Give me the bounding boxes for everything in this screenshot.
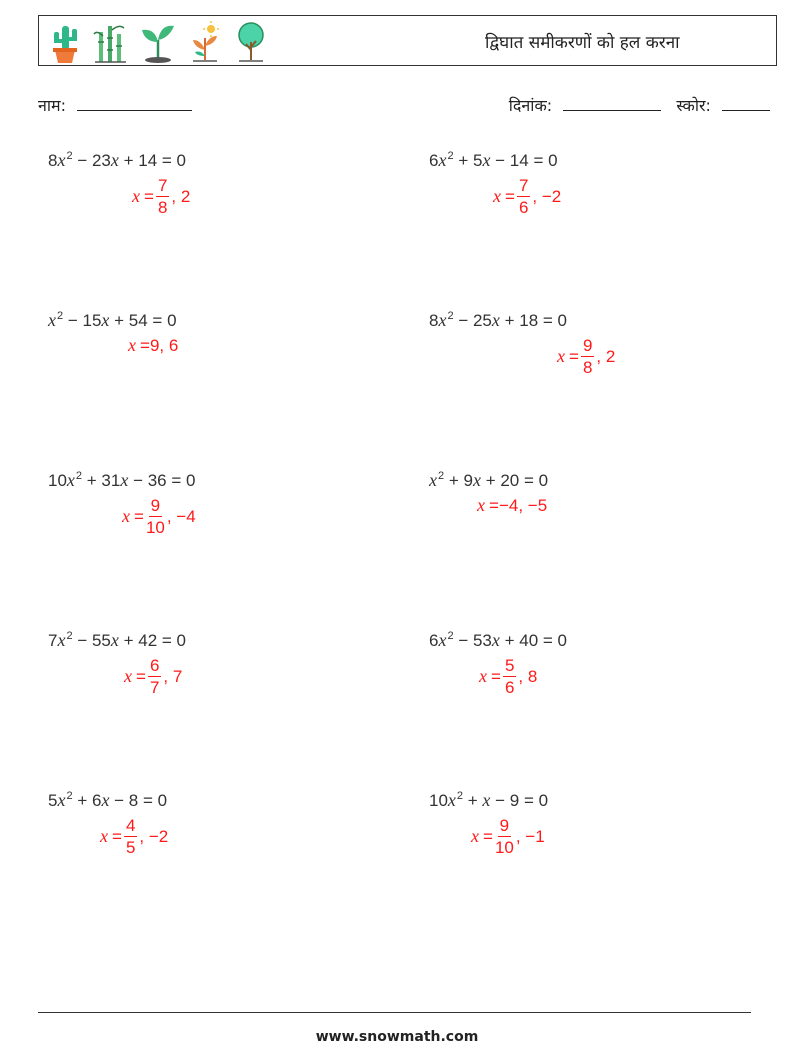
variable-x: x xyxy=(438,630,447,650)
variable-x: x xyxy=(472,470,481,490)
constant-term: + 42 = 0 xyxy=(118,631,187,650)
answer xyxy=(493,177,561,216)
equation xyxy=(429,630,769,651)
cactus-icon xyxy=(47,20,83,64)
variable-x: x xyxy=(491,630,500,650)
answer-variable: x xyxy=(128,335,136,355)
footer-divider xyxy=(38,1012,751,1013)
answer-fraction xyxy=(503,657,516,696)
variable-x: x xyxy=(482,150,491,170)
variable-x: x xyxy=(447,790,456,810)
constant-term: + 14 = 0 xyxy=(118,151,187,170)
fraction-denominator: 10 xyxy=(145,518,165,537)
date-label: दिनांक: xyxy=(508,96,553,115)
answer-values: 9, 6 xyxy=(149,335,179,355)
variable-x: x xyxy=(48,310,56,330)
variable-x: x xyxy=(482,790,491,810)
constant-term: − 36 = 0 xyxy=(128,471,196,490)
coefficient-b: + 9 xyxy=(444,471,473,490)
answer-second-root: , −2 xyxy=(139,826,169,846)
answer xyxy=(100,817,168,856)
score-label: स्कोर: xyxy=(676,96,711,115)
equation xyxy=(48,310,388,331)
name-blank[interactable] xyxy=(77,96,192,111)
answer-second-root: , 7 xyxy=(163,666,183,686)
fraction-denominator: 5 xyxy=(125,838,136,857)
score-blank[interactable] xyxy=(722,96,770,111)
fraction-numerator: 9 xyxy=(499,816,510,835)
variable-x: x xyxy=(57,790,66,810)
equation xyxy=(429,470,769,491)
coefficient-a: 10 xyxy=(429,791,448,810)
answer-second-root: , 8 xyxy=(518,666,538,686)
coefficient-b: + 5 xyxy=(453,151,483,170)
problem-item xyxy=(48,630,388,697)
answer xyxy=(557,337,615,376)
date-score-fields xyxy=(509,94,770,116)
answer-variable: x xyxy=(557,346,565,366)
coefficient-b: − 25 xyxy=(453,311,492,330)
coefficient-a: 8 xyxy=(48,151,58,170)
answer-equals: = xyxy=(489,495,499,515)
constant-term: + 40 = 0 xyxy=(499,631,568,650)
answer-equals: = xyxy=(569,346,579,366)
coefficient-a: 10 xyxy=(48,471,67,490)
fraction-numerator: 6 xyxy=(149,656,160,675)
answer-equals: = xyxy=(134,506,144,526)
constant-term: − 9 = 0 xyxy=(490,791,549,810)
variable-x: x xyxy=(110,630,119,650)
exponent: 2 xyxy=(438,470,445,482)
variable-x: x xyxy=(438,150,447,170)
constant-term: + 54 = 0 xyxy=(109,311,177,330)
answer-equals: = xyxy=(483,826,493,846)
bamboo-icon xyxy=(93,20,129,64)
fraction-denominator: 8 xyxy=(582,358,593,377)
answer-fraction xyxy=(495,817,514,856)
answer xyxy=(124,657,182,696)
problem-item xyxy=(429,790,769,857)
problem-item xyxy=(48,310,388,355)
answer-values: −4, −5 xyxy=(498,495,548,515)
answer xyxy=(471,817,545,856)
answer xyxy=(128,335,178,356)
name-label: नाम: xyxy=(38,96,66,115)
date-blank[interactable] xyxy=(563,96,661,111)
exponent: 2 xyxy=(57,310,64,322)
answer xyxy=(122,497,196,536)
exponent: 2 xyxy=(447,150,454,162)
sprout-icon xyxy=(139,20,177,64)
header-box xyxy=(38,15,777,66)
fraction-denominator: 6 xyxy=(518,198,529,217)
fraction-denominator: 6 xyxy=(504,678,515,697)
answer-variable: x xyxy=(100,826,108,846)
coefficient-a: 6 xyxy=(429,631,439,650)
equation xyxy=(429,310,769,331)
coefficient-a: 6 xyxy=(429,151,439,170)
fraction-numerator: 9 xyxy=(150,496,161,515)
equation xyxy=(48,470,388,491)
tree-icon xyxy=(233,20,269,64)
problem-item xyxy=(48,470,388,537)
answer-variable: x xyxy=(124,666,132,686)
problem-item xyxy=(429,150,769,217)
answer-fraction xyxy=(517,177,530,216)
answer-second-root: , −2 xyxy=(532,186,562,206)
fraction-numerator: 7 xyxy=(518,176,529,195)
exponent: 2 xyxy=(66,150,73,162)
constant-term: + 20 = 0 xyxy=(480,471,549,490)
variable-x: x xyxy=(101,310,110,330)
answer-second-root: , 2 xyxy=(596,346,616,366)
coefficient-a: 8 xyxy=(429,311,439,330)
constant-term: − 14 = 0 xyxy=(490,151,558,170)
flower-icon xyxy=(187,20,223,64)
answer-fraction xyxy=(581,337,594,376)
fraction-numerator: 4 xyxy=(125,816,136,835)
coefficient-b: − 15 xyxy=(63,311,102,330)
problem-item xyxy=(429,310,769,377)
answer-variable: x xyxy=(477,495,485,515)
variable-x: x xyxy=(110,150,119,170)
answer xyxy=(132,177,190,216)
answer-second-root: , −1 xyxy=(515,826,545,846)
fraction-denominator: 8 xyxy=(157,198,168,217)
equation xyxy=(48,630,388,651)
answer-variable: x xyxy=(132,186,140,206)
coefficient-a: 7 xyxy=(48,631,58,650)
answer xyxy=(479,657,537,696)
answer-second-root: , −4 xyxy=(166,506,196,526)
variable-x: x xyxy=(438,310,447,330)
answer-variable: x xyxy=(122,506,130,526)
variable-x: x xyxy=(66,470,75,490)
coefficient-b: − 55 xyxy=(72,631,111,650)
problem-item xyxy=(429,470,769,515)
fraction-numerator: 7 xyxy=(157,176,168,195)
fraction-denominator: 7 xyxy=(149,678,160,697)
header-icons xyxy=(47,20,269,64)
answer-fraction xyxy=(156,177,169,216)
answer-equals: = xyxy=(112,826,122,846)
coefficient-a: 5 xyxy=(48,791,58,810)
footer-url: www.snowmath.com xyxy=(315,1029,479,1045)
exponent: 2 xyxy=(447,630,454,642)
variable-x: x xyxy=(57,630,66,650)
answer-equals: = xyxy=(136,666,146,686)
variable-x: x xyxy=(429,470,437,490)
page-title: द्विघात समीकरणों को हल करना xyxy=(485,33,680,53)
exponent: 2 xyxy=(456,790,464,802)
answer-fraction xyxy=(146,497,165,536)
problem-item xyxy=(429,630,769,697)
answer-variable: x xyxy=(479,666,487,686)
answer-equals: = xyxy=(505,186,515,206)
constant-term: − 8 = 0 xyxy=(109,791,168,810)
fraction-denominator: 10 xyxy=(494,838,514,857)
constant-term: + 18 = 0 xyxy=(499,311,568,330)
variable-x: x xyxy=(57,150,66,170)
coefficient-b: + 6 xyxy=(72,791,102,810)
answer-variable: x xyxy=(493,186,501,206)
problem-item xyxy=(48,150,388,217)
answer-variable: x xyxy=(471,826,479,846)
answer-second-root: , 2 xyxy=(171,186,191,206)
equation xyxy=(48,150,388,171)
answer-fraction xyxy=(124,817,137,856)
exponent: 2 xyxy=(66,630,73,642)
answer xyxy=(477,495,547,516)
equation xyxy=(429,150,769,171)
variable-x: x xyxy=(101,790,110,810)
equation xyxy=(48,790,388,811)
equation xyxy=(429,790,769,811)
answer-equals: = xyxy=(144,186,154,206)
variable-x: x xyxy=(120,470,129,490)
exponent: 2 xyxy=(447,310,454,322)
problem-item xyxy=(48,790,388,857)
fraction-numerator: 5 xyxy=(504,656,515,675)
exponent: 2 xyxy=(66,790,73,802)
answer-fraction xyxy=(148,657,161,696)
coefficient-b: + xyxy=(463,791,483,810)
exponent: 2 xyxy=(75,470,83,482)
name-field xyxy=(38,94,192,116)
fraction-numerator: 9 xyxy=(582,336,593,355)
answer-equals: = xyxy=(140,335,150,355)
variable-x: x xyxy=(491,310,500,330)
answer-equals: = xyxy=(491,666,501,686)
coefficient-b: − 23 xyxy=(72,151,111,170)
coefficient-b: − 53 xyxy=(453,631,492,650)
coefficient-b: + 31 xyxy=(82,471,121,490)
